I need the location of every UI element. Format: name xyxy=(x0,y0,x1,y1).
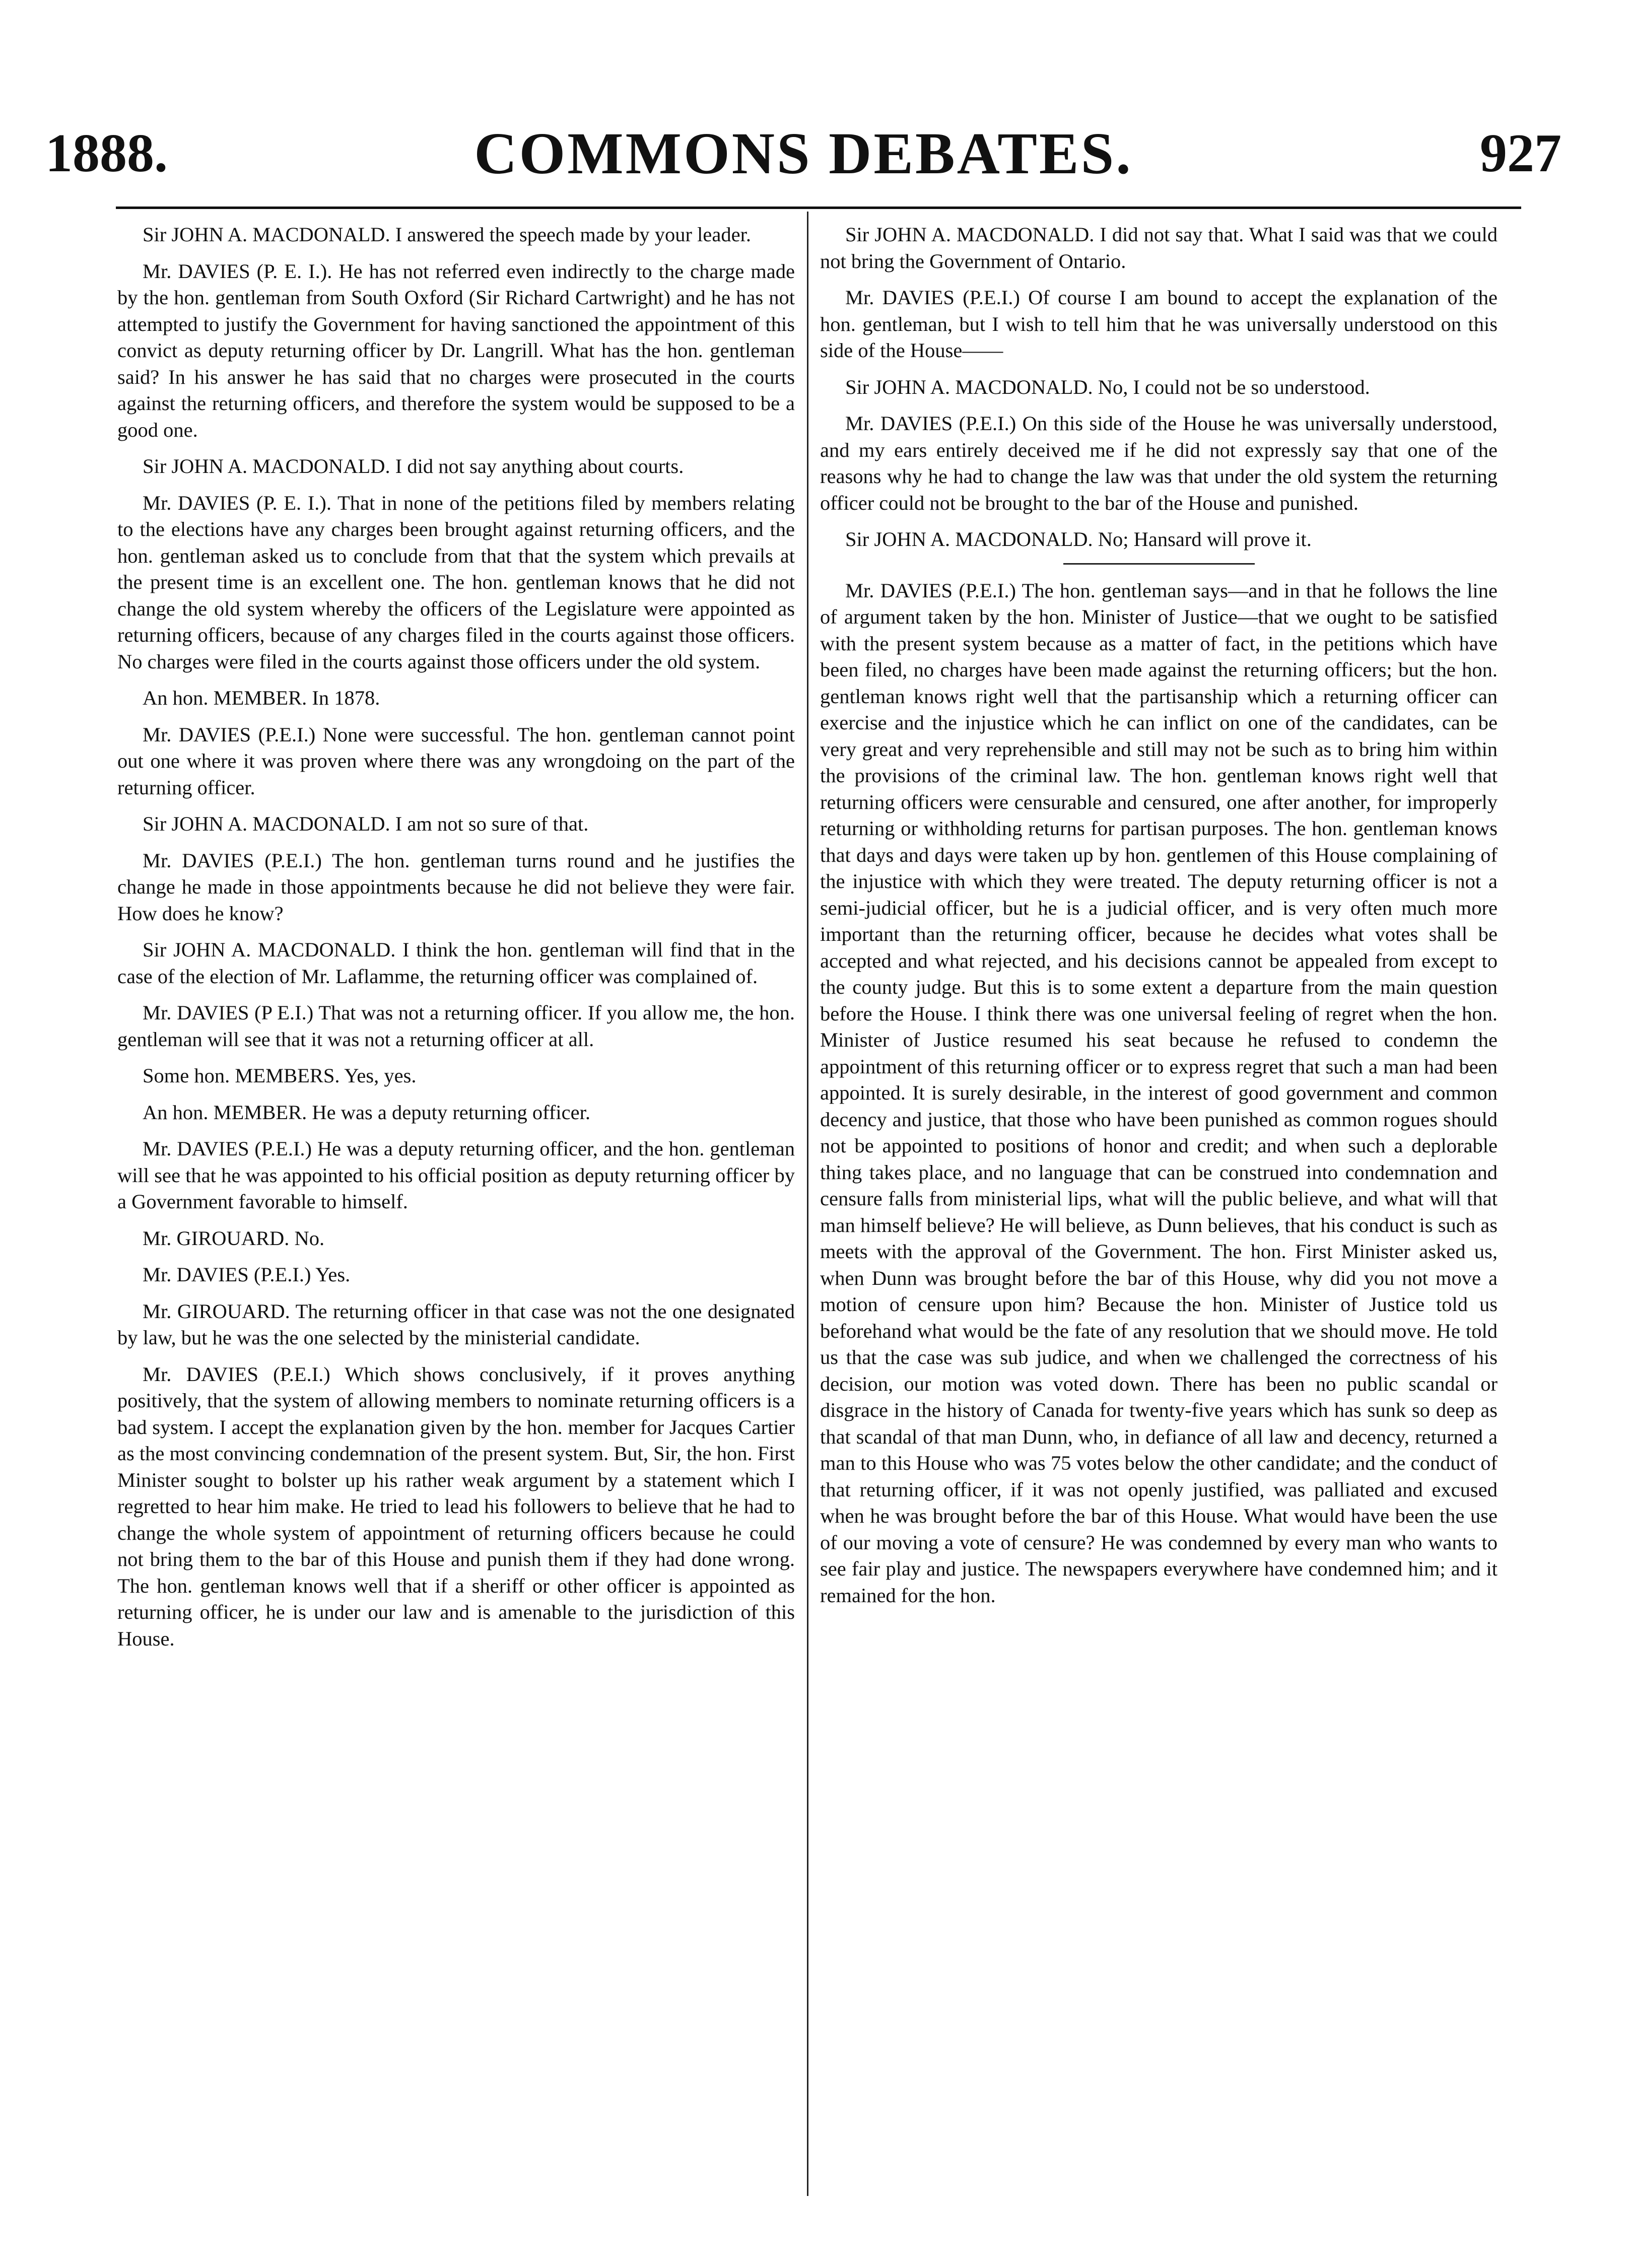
speech-text: He was a deputy returning officer. xyxy=(312,1101,590,1124)
paragraph xyxy=(117,1298,795,1351)
speaker: An hon. MEMBER. xyxy=(143,1101,307,1124)
paragraph xyxy=(117,811,795,838)
paragraph xyxy=(117,685,795,712)
paragraph xyxy=(117,1063,795,1089)
speaker: Mr. DAVIES (P E.I.) xyxy=(143,1001,314,1024)
paragraph xyxy=(117,1262,795,1288)
left-column xyxy=(117,222,795,2211)
speech-text: Yes, yes. xyxy=(344,1064,417,1087)
column-divider xyxy=(807,212,808,2196)
speech-text: He has not referred even indirectly to the charge made by the hon. gentleman from South Oxford (Sir Richard Cartwright) and he has not attempted to justify the Government for having sanctioned the appointment of this convict as deputy returning officer by Dr. Langrill. What has the hon. gentleman said? In his answer he has said that no charges were prosecuted in the courts against the returning officers, and therefore the system would be supposed to be a good one. xyxy=(117,259,795,441)
speech-text: No, I could not be so understood. xyxy=(1098,375,1370,398)
header-page-number: 927 xyxy=(1480,123,1561,183)
paragraph xyxy=(820,526,1498,553)
speaker: Sir JOHN A. MACDONALD. xyxy=(845,528,1093,551)
speech-text: No. xyxy=(294,1226,325,1250)
speech-text: I think the hon. gentleman will find that in the case of the election of Mr. Laflamme, the returning officer was complained of. xyxy=(117,938,795,988)
speaker: Mr. GIROUARD. xyxy=(143,1299,290,1323)
speech-text: No; Hansard will prove it. xyxy=(1098,528,1312,551)
paragraph xyxy=(117,490,795,675)
speech-text: Which shows conclusively, if it proves anything positively, that the system of allowing members to nominate returning officers is a bad system. I accept the explanation given by the hon. member for Jacques Cartier as the most convincing condemnation of the present system. But, Sir, the hon. First Minister sought to bolster up his rather weak argument by a statement which I regretted to hear him make. He tried to lead his followers to believe that he had to change the whole system of appointment of returning officers because he could not bring them to the bar of this House and punish them if they had done wrong. The hon. gentleman knows well that if a sheriff or other officer is appointed as returning officer, he is under our law and is amenable to the jurisdiction of this House. xyxy=(117,1362,795,1650)
page-header xyxy=(45,116,1561,196)
speech-text: That in none of the petitions filed by members relating to the elections have any charges been brought against returning officers, and the hon. gentleman asked us to conclude from that that the system which prevails at the present time is an excellent one. The hon. gentleman knows that he did not change the old system whereby the officers of the Legislature were appointed as returning officers, because of any charges filed in the courts against those officers. No charges were filed in the courts against those officers under the old system. xyxy=(117,491,795,673)
header-title: COMMONS DEBATES. xyxy=(474,120,1133,186)
paragraph xyxy=(117,1136,795,1215)
right-column xyxy=(820,222,1498,2211)
paragraph xyxy=(820,374,1498,401)
paragraph xyxy=(820,222,1498,274)
speaker: Sir JOHN A. MACDONALD. xyxy=(143,812,390,835)
paragraph xyxy=(117,1361,795,1653)
paragraph xyxy=(117,1099,795,1126)
speaker: Sir JOHN A. MACDONALD. xyxy=(143,938,396,961)
paragraph xyxy=(117,937,795,990)
speech-text: On this side of the House he was universally understood, and my ears entirely deceived me if he did not expressly say that one of the reasons why he had to change the law was that under the old system the returning officer could not be brought to the bar of the House and punished. xyxy=(820,412,1498,514)
speech-text: Of course I am bound to accept the explanation of the hon. gentleman, but I wish to tell him that he was universally understood on this side of the House—— xyxy=(820,286,1498,362)
speech-text: I did not say that. What I said was that we could not bring the Government of Ontario. xyxy=(820,223,1498,272)
paragraph xyxy=(820,285,1498,364)
paragraph xyxy=(820,578,1498,1609)
speech-text: Yes. xyxy=(315,1263,351,1286)
speech-text: The hon. gentleman says—and in that he follows the line of argument taken by the hon. Minister of Justice—that we ought to be satisfied with the present system because as a matter of fact, in the petitions which have been filed, no charges have been made against the returning officers; but the hon. gentleman knows right well that the partisanship which a returning officer can exercise and the injustice which he can inflict on one of the candidates, can be very great and very reprehensible and still may not be such as to bring him within the provisions of the criminal law. The hon. gentleman knows right well that returning officers were censurable and censured, one after another, for improperly returning or withholding returns for partisan purposes. The hon. gentleman knows that days and days were taken up by hon. gentlemen of this House complaining of the injustice with which they were treated. The deputy returning officer is not a semi-judicial officer, but he is a judicial officer, and is very often much more important than the returning officer, because he decides what votes shall be accepted and what rejected, and his decisions cannot be appealed from except to the county judge. But this is to some extent a departure from the main question before the House. I think there was one universal feeling of regret when the hon. Minister of Justice resumed his seat because he refused to condemn the appointment of this returning officer or to express regret that such a man had been appointed. It is surely desirable, in the interest of good government and common decency and justice, that those who have been punished as common rogues should not be appointed to positions of honor and credit; and when such a deplorable thing takes place, and no language that can be construed into condemnation and censure falls from ministerial lips, what will the public believe, and what will that man himself believe? He will believe, as Dunn believes, that his conduct is such as meets with the approval of the Government. The hon. First Minister asked us, when Dunn was brought before the bar of this House, why did you not move a motion of censure upon him? Because the hon. Minister of Justice told us beforehand what would be the fate of any resolution that we should move. He told us that the case was sub judice, and when we challenged the correctness of his decision, our motion was voted down. There has been no public scandal or disgrace in the history of Canada for twenty-five years which has sunk so deep as that scandal of that man Dunn, who, in defiance of all law and decency, returned a man to this House who was 75 votes below the other candidate; and the conduct of that returning officer, if it was not openly justified, was palliated and excused when he was brought before the bar of this House. What would have been the use of our moving a vote of censure? He was condemned by every man who wants to see fair play and justice. The newspapers everywhere have condemned him; and it remained for the hon. xyxy=(820,579,1498,1607)
paragraph xyxy=(117,222,795,248)
speaker: Sir JOHN A. MACDONALD. xyxy=(143,455,390,477)
speech-text: That was not a returning officer. If you allow me, the hon. gentleman will see that it was not a returning officer at all. xyxy=(117,1001,795,1051)
header-rule xyxy=(116,207,1521,209)
speech-text: I am not so sure of that. xyxy=(395,812,589,835)
paragraph xyxy=(117,453,795,480)
speaker: Mr. DAVIES (P.E.I.) xyxy=(143,1263,311,1286)
paragraph xyxy=(820,410,1498,516)
paragraph xyxy=(117,258,795,444)
speech-text: In 1878. xyxy=(312,686,380,709)
speaker: Some hon. MEMBERS. xyxy=(143,1064,340,1087)
speaker: Mr. DAVIES (P.E.I.) xyxy=(845,412,1016,435)
speech-text: The hon. gentleman turns round and he justifies the change he made in those appointments because he did not believe they were fair. How does he know? xyxy=(117,849,795,925)
speaker: Mr. DAVIES (P.E.I.) xyxy=(143,1362,330,1386)
paragraph xyxy=(117,1000,795,1053)
speaker: Mr. DAVIES (P.E.I.) xyxy=(143,849,322,872)
speaker: An hon. MEMBER. xyxy=(143,686,307,709)
speech-text: I answered the speech made by your leader. xyxy=(395,223,751,246)
speech-text: He was a deputy returning officer, and the hon. gentleman will see that he was appointed to his official position as deputy returning officer by a Government favorable to himself. xyxy=(117,1137,795,1213)
speaker: Mr. DAVIES (P. E. I.). xyxy=(143,491,332,514)
header-year: 1888. xyxy=(45,123,168,183)
speech-text: The returning officer in that case was not the one designated by law, but he was the one selected by the ministerial candidate. xyxy=(117,1299,795,1349)
speaker: Mr. DAVIES (P.E.I.) xyxy=(143,723,316,746)
paragraph xyxy=(117,848,795,927)
speaker: Mr. DAVIES (P.E.I.) xyxy=(845,579,1016,602)
speech-text: I did not say anything about courts. xyxy=(395,455,684,477)
speaker: Mr. DAVIES (P.E.I.) xyxy=(845,286,1020,309)
speaker: Sir JOHN A. MACDONALD. xyxy=(845,375,1093,398)
speaker: Mr. DAVIES (P. E. I.). xyxy=(143,259,332,283)
speaker: Mr. DAVIES (P.E.I.) xyxy=(143,1137,312,1160)
speech-text: None were successful. The hon. gentleman cannot point out one where it was proven where there was any wrongdoing on the part of the returning officer. xyxy=(117,723,795,799)
speaker: Sir JOHN A. MACDONALD. xyxy=(845,223,1095,246)
paragraph xyxy=(117,1225,795,1252)
section-rule xyxy=(1063,563,1255,565)
speaker: Sir JOHN A. MACDONALD. xyxy=(143,223,390,246)
paragraph xyxy=(117,722,795,801)
speaker: Mr. GIROUARD. xyxy=(143,1226,290,1250)
